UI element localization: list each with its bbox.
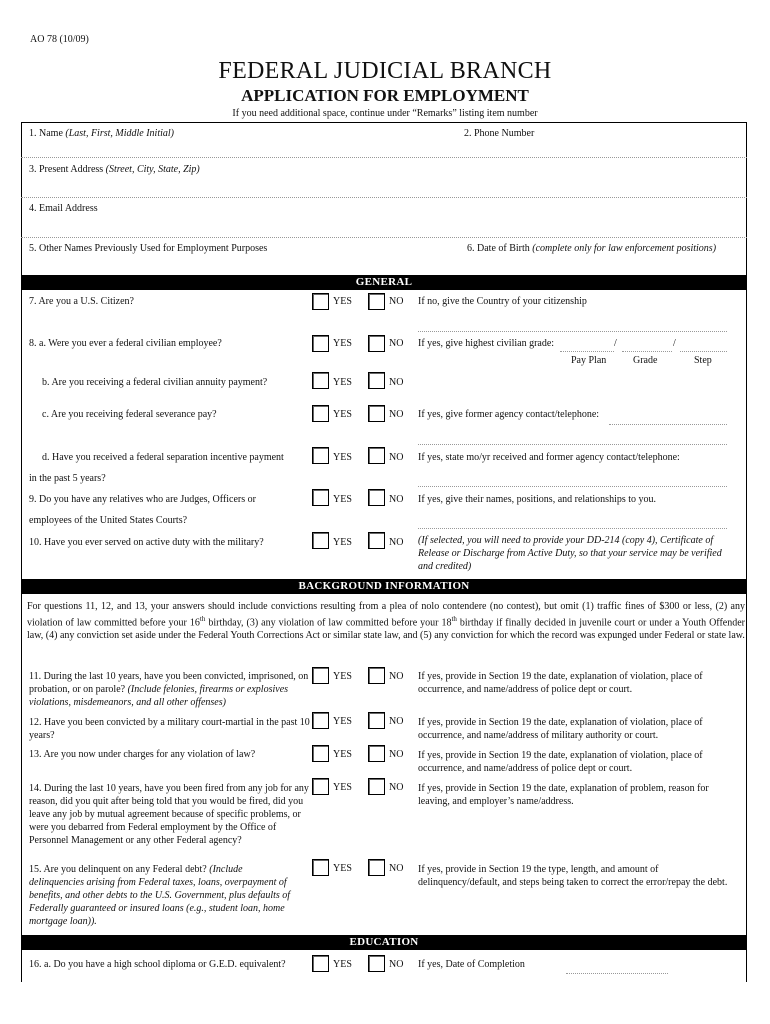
q7-label: 7. Are you a U.S. Citizen? xyxy=(29,296,134,307)
q8c-yes-checkbox[interactable] xyxy=(312,405,329,422)
q15-yes-checkbox[interactable] xyxy=(312,859,329,876)
q8b-label: b. Are you receiving a federal civilian annuity payment? xyxy=(42,377,268,388)
pay-plan-caption: Pay Plan xyxy=(571,355,607,366)
yes-label: YES xyxy=(333,959,352,970)
section-education-header: EDUCATION xyxy=(22,935,746,950)
yes-label: YES xyxy=(333,671,352,682)
form-title: FEDERAL JUDICIAL BRANCH xyxy=(218,58,552,84)
form-subtitle: APPLICATION FOR EMPLOYMENT xyxy=(241,86,529,105)
yes-label: YES xyxy=(333,782,352,793)
no-label: NO xyxy=(389,296,404,307)
background-intro: For questions 11, 12, and 13, your answers should include convictions resulting from a plea of nolo contendere (no contest), but omit (1) traffic fines of $300 or less, (2) any violation of law committed before your 16th birthday, (3) any violation of law committed before your 18th birthday if finally decided in juvenile court or under a Youth Offender law, (4) any conviction set aside under the Federal Youth Corrections Act or similar state law, and (5) any conviction for which the record was expunged under Federal or state law. xyxy=(27,601,745,642)
q14-no-checkbox[interactable] xyxy=(368,778,385,795)
q4-email-label: 4. Email Address xyxy=(29,203,98,214)
q7-yes-checkbox[interactable] xyxy=(312,293,329,310)
q9-label: 9. Do you have any relatives who are Judges, Officers or xyxy=(29,494,256,505)
q9-relatives-field[interactable] xyxy=(418,528,727,529)
q9-label-cont: employees of the United States Courts? xyxy=(29,515,188,526)
yes-label: YES xyxy=(333,452,352,463)
q9-yes-checkbox[interactable] xyxy=(312,489,329,506)
q13-yes-checkbox[interactable] xyxy=(312,745,329,762)
q8d-label-cont: in the past 5 years? xyxy=(29,473,106,484)
q7-no-checkbox[interactable] xyxy=(368,293,385,310)
q16a-date-field[interactable] xyxy=(566,973,668,974)
q16a-yes-checkbox[interactable] xyxy=(312,955,329,972)
q11-label: 11. During the last 10 years, have you been convicted, imprisoned, on probation, or on parole? (Include felonies, firearms or explosives violations, misdemeanors, and all other offenses) xyxy=(29,671,309,708)
no-label: NO xyxy=(389,959,404,970)
q3-address-label: 3. Present Address (Street, City, State, Zip) xyxy=(29,164,200,175)
yes-label: YES xyxy=(333,494,352,505)
no-label: NO xyxy=(389,782,404,793)
q8c-contact-field[interactable] xyxy=(609,424,727,425)
yes-label: YES xyxy=(333,537,352,548)
q14-if-label: If yes, provide in Section 19 the date, explanation of problem, reason for leaving, and employer’s name/address. xyxy=(418,783,709,807)
form-note: If you need additional space, continue under “Remarks” listing item number xyxy=(232,108,538,119)
q15-if-label: If yes, provide in Section 19 the type, length, and amount of delinquency/default, and steps being taken to correct the error/repay the debt. xyxy=(418,864,728,888)
q10-label: 10. Have you ever served on active duty with the military? xyxy=(29,537,264,548)
yes-label: YES xyxy=(333,296,352,307)
q8a-label: 8. a. Were you ever a federal civilian employee? xyxy=(29,338,222,349)
q2-phone-label: 2. Phone Number xyxy=(464,128,535,139)
q5-other-names-label: 5. Other Names Previously Used for Employment Purposes xyxy=(29,243,268,254)
q7-country-field[interactable] xyxy=(418,331,727,332)
q12-yes-checkbox[interactable] xyxy=(312,712,329,729)
yes-label: YES xyxy=(333,716,352,727)
divider xyxy=(21,237,747,238)
q13-if-label: If yes, provide in Section 19 the date, explanation of violation, place of occurrence, and name/address of police dept or court. xyxy=(418,750,703,774)
no-label: NO xyxy=(389,716,404,727)
yes-label: YES xyxy=(333,338,352,349)
no-label: NO xyxy=(389,494,404,505)
divider xyxy=(21,197,747,198)
step-field[interactable] xyxy=(680,351,727,352)
q14-yes-checkbox[interactable] xyxy=(312,778,329,795)
q8d-yes-checkbox[interactable] xyxy=(312,447,329,464)
q8d-label: d. Have you received a federal separation incentive payment xyxy=(42,452,284,463)
q8a-no-checkbox[interactable] xyxy=(368,335,385,352)
no-label: NO xyxy=(389,377,404,388)
section-background-header: BACKGROUND INFORMATION xyxy=(22,579,746,594)
form-number: AO 78 (10/09) xyxy=(30,34,89,45)
no-label: NO xyxy=(389,863,404,874)
q8d-if-label: If yes, state mo/yr received and former agency contact/telephone: xyxy=(418,452,680,463)
q8c-if-label: If yes, give former agency contact/telephone: xyxy=(418,409,600,420)
no-label: NO xyxy=(389,409,404,420)
q8d-no-checkbox[interactable] xyxy=(368,447,385,464)
q10-note: (If selected, you will need to provide your DD-214 (copy 4), Certificate of Release or Discharge from Active Duty, so that your service may be verified and credited) xyxy=(418,535,722,572)
q15-label: 15. Are you delinquent on any Federal debt? (Include delinquencies arising from Federal taxes, loans, overpayment of benefits, and other debts to the U.S. Government, plus defaults of Federally guaranteed or insured loans (e.g., student loan, home mortgage loan)). xyxy=(29,864,291,927)
q6-dob-label: 6. Date of Birth (complete only for law enforcement positions) xyxy=(467,243,717,254)
q16a-if-label: If yes, Date of Completion xyxy=(418,959,525,970)
pay-plan-field[interactable] xyxy=(560,351,614,352)
q16a-no-checkbox[interactable] xyxy=(368,955,385,972)
q15-no-checkbox[interactable] xyxy=(368,859,385,876)
grade-separator: / xyxy=(614,338,617,349)
q9-if-label: If yes, give their names, positions, and relationships to you. xyxy=(418,494,657,505)
q7-if-label: If no, give the Country of your citizenship xyxy=(418,296,587,307)
divider xyxy=(21,157,747,158)
q13-no-checkbox[interactable] xyxy=(368,745,385,762)
q8a-if-label: If yes, give highest civilian grade: xyxy=(418,338,555,349)
grade-field[interactable] xyxy=(622,351,672,352)
q8b-no-checkbox[interactable] xyxy=(368,372,385,389)
no-label: NO xyxy=(389,671,404,682)
q8b-yes-checkbox[interactable] xyxy=(312,372,329,389)
q11-yes-checkbox[interactable] xyxy=(312,667,329,684)
yes-label: YES xyxy=(333,749,352,760)
section-general-header: GENERAL xyxy=(22,275,746,290)
no-label: NO xyxy=(389,452,404,463)
q9-no-checkbox[interactable] xyxy=(368,489,385,506)
no-label: NO xyxy=(389,338,404,349)
no-label: NO xyxy=(389,537,404,548)
no-label: NO xyxy=(389,749,404,760)
q14-label: 14. During the last 10 years, have you been fired from any job for any reason, did you quit after being told that you would be fired, did you leave any job by mutual agreement because of specific problems, or were you debarred from Federal employment by the Office of Personnel Management or any other Federal agency? xyxy=(29,783,309,846)
q10-no-checkbox[interactable] xyxy=(368,532,385,549)
step-caption: Step xyxy=(694,355,712,366)
grade-caption: Grade xyxy=(633,355,658,366)
q13-label: 13. Are you now under charges for any violation of law? xyxy=(29,749,256,760)
yes-label: YES xyxy=(333,377,352,388)
q8c-contact-field-2[interactable] xyxy=(418,444,727,445)
q8c-no-checkbox[interactable] xyxy=(368,405,385,422)
q8a-yes-checkbox[interactable] xyxy=(312,335,329,352)
grade-separator: / xyxy=(673,338,676,349)
q16a-label: 16. a. Do you have a high school diploma or G.E.D. equivalent? xyxy=(29,959,286,970)
q11-no-checkbox[interactable] xyxy=(368,667,385,684)
q12-no-checkbox[interactable] xyxy=(368,712,385,729)
yes-label: YES xyxy=(333,863,352,874)
q11-if-label: If yes, provide in Section 19 the date, explanation of violation, place of occurrence, and name/address of police dept or court. xyxy=(418,671,703,695)
q10-yes-checkbox[interactable] xyxy=(312,532,329,549)
q12-if-label: If yes, provide in Section 19 the date, explanation of violation, place of occurrence, and name/address of military authority or court. xyxy=(418,717,703,741)
q8d-details-field[interactable] xyxy=(418,486,727,487)
yes-label: YES xyxy=(333,409,352,420)
q12-label: 12. Have you been convicted by a military court-martial in the past 10 years? xyxy=(29,717,310,741)
q8c-label: c. Are you receiving federal severance pay? xyxy=(42,409,217,420)
q1-name-label: 1. Name (Last, First, Middle Initial) xyxy=(29,128,174,139)
